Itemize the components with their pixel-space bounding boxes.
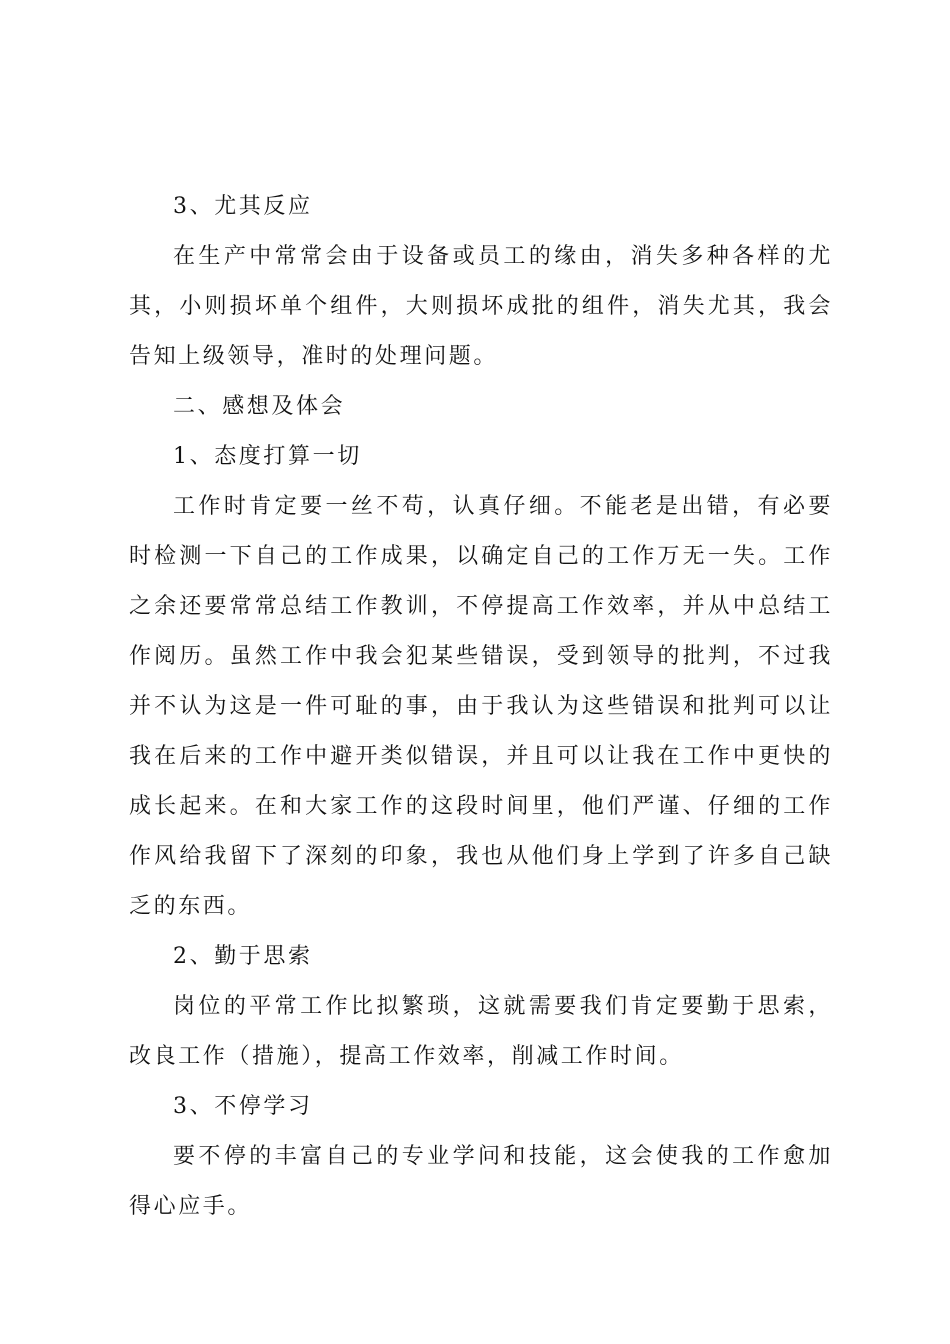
section-heading: 3、不停学习 <box>173 1094 313 1119</box>
body-paragraph: 工作时肯定要一丝不苟，认真仔细。不能老是出错，有必要时检测一下自己的工作成果，以确定自己的工作万无一失。工作之余还要常常总结工作教训，不停提高工作效率，并从中总结工作阅历。虽然工作中我会犯某些错误，受到领导的批判，不过我并不认为这是一件可耻的事，由于我认为这些错误和批判可以让我在后来的工作中避开类似错误，并且可以让我在工作中更快的成长起来。在和大家工作的这段时间里，他们严谨、仔细的工作作风给我留下了深刻的印象，我也从他们身上学到了许多自己缺乏的东西。 <box>129 494 833 919</box>
document-body <box>129 182 833 1232</box>
section-heading: 1、态度打算一切 <box>173 444 362 469</box>
body-paragraph: 岗位的平常工作比拟繁琐，这就需要我们肯定要勤于思索，改良工作（措施），提高工作效率，削减工作时间。 <box>129 994 833 1069</box>
body-paragraph: 要不停的丰富自己的专业学问和技能，这会使我的工作愈加得心应手。 <box>129 1144 833 1219</box>
section-heading: 2、勤于思索 <box>173 944 313 969</box>
section-heading: 二、感想及体会 <box>173 394 346 419</box>
body-paragraph: 在生产中常常会由于设备或员工的缘由，消失多种各样的尤其，小则损坏单个组件，大则损坏成批的组件，消失尤其，我会告知上级领导，准时的处理问题。 <box>129 244 833 369</box>
section-heading: 3、尤其反应 <box>173 194 313 219</box>
